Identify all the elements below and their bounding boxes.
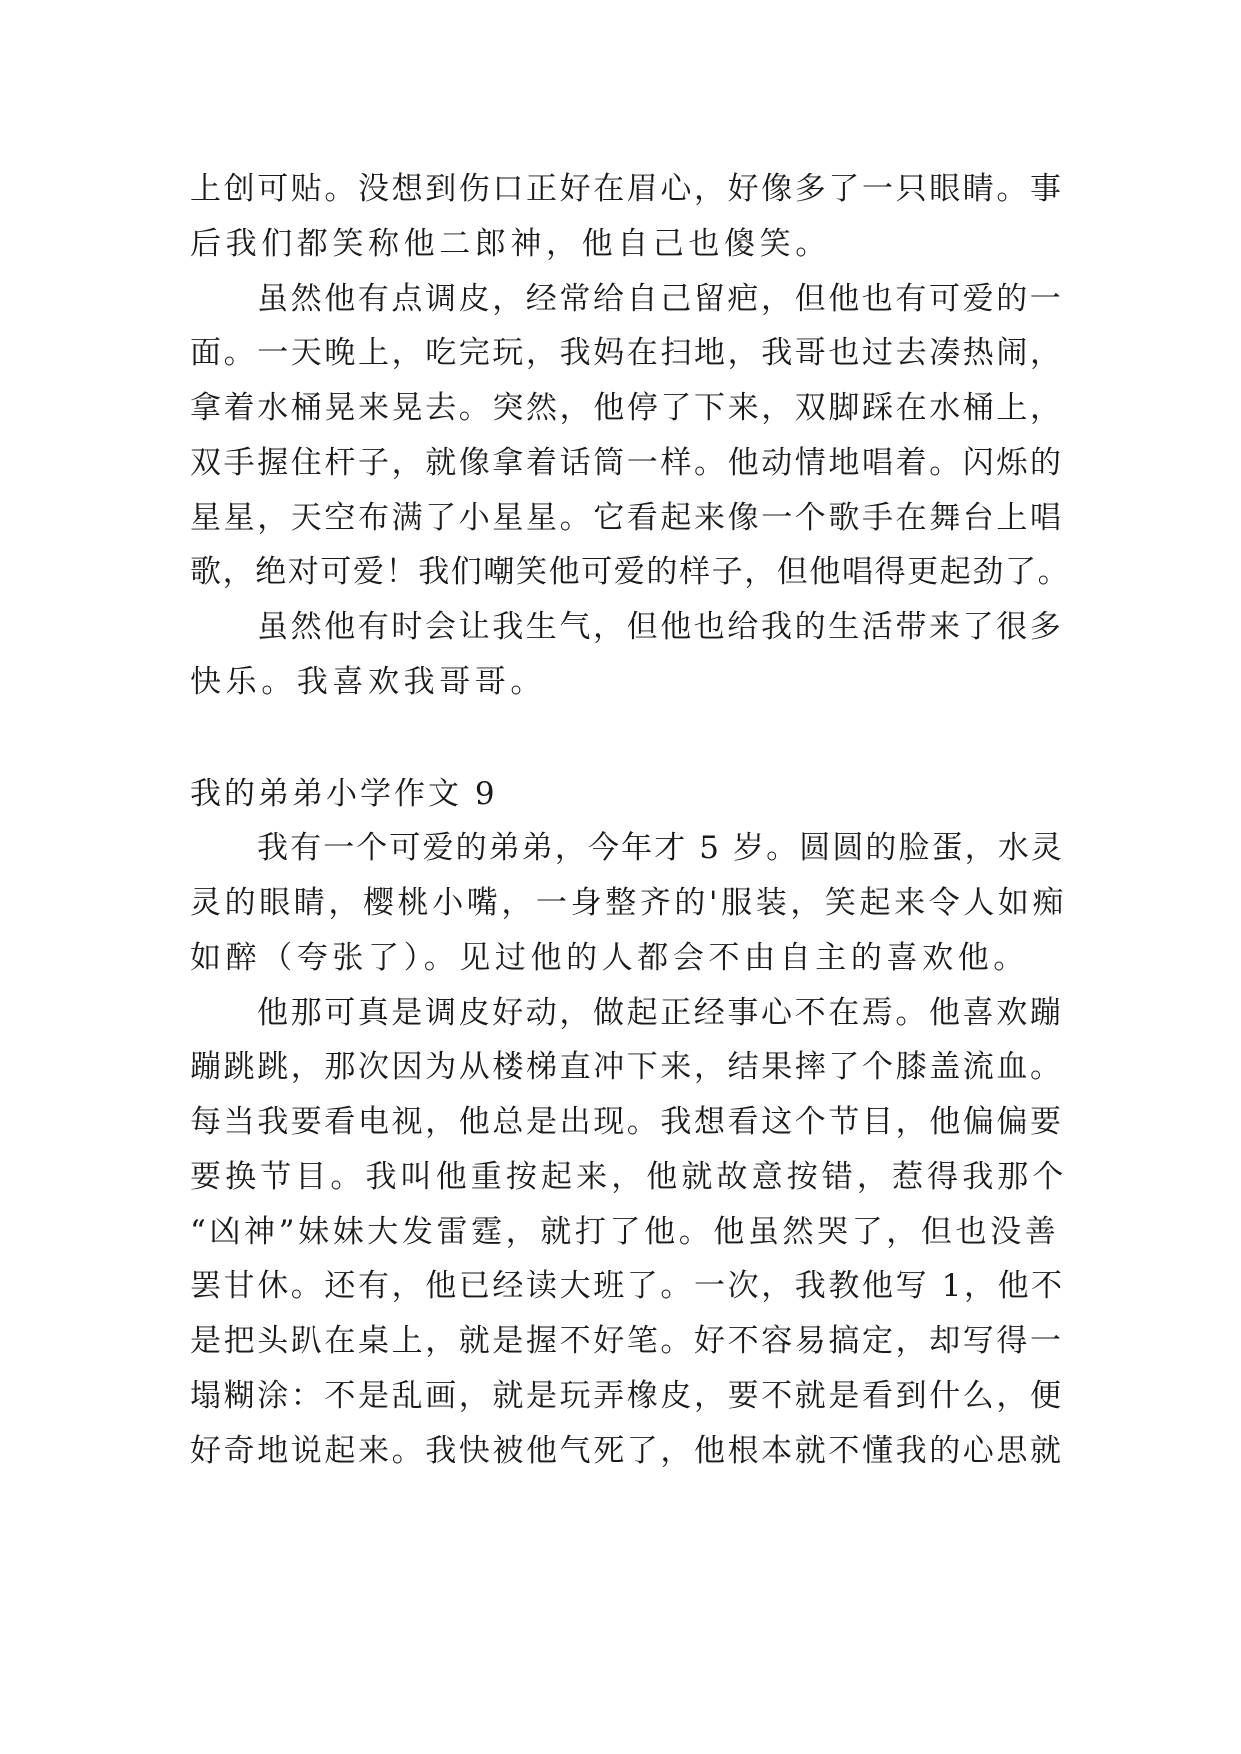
paragraph-start: 我有一个可爱的弟弟，今年才 5 岁。圆圆的脸蛋，水灵 (257, 830, 1065, 866)
text-line: 星星，天空布满了小星星。它看起来像一个歌手在舞台上唱 (190, 500, 1064, 536)
text-line: 灵的眼睛，樱桃小嘴，一身整齐的'服装，笑起来令人如痴 (190, 885, 1068, 921)
text-line: 要换节目。我叫他重按起来，他就故意按错，惹得我那个 (190, 1159, 1068, 1195)
text-line: 每当我要看电视，他总是出现。我想看这个节目，他偏偏要 (190, 1104, 1064, 1140)
text-line: 快乐。我喜欢我哥哥。 (190, 664, 546, 700)
paragraph-start: 虽然他有点调皮，经常给自己留疤，但他也有可爱的一 (257, 281, 1064, 317)
text-line: 面。一天晚上，吃完玩，我妈在扫地，我哥也过去凑热闹， (190, 335, 1064, 371)
text-line: 拿着水桶晃来晃去。突然，他停了下来，双脚踩在水桶上， (190, 390, 1064, 426)
text-line: 双手握住杆子，就像拿着话筒一样。他动情地唱着。闪烁的 (190, 445, 1064, 481)
text-line: 蹦跳跳，那次因为从楼梯直冲下来，结果摔了个膝盖流血。 (190, 1049, 1064, 1085)
text-line: 如醉（夸张了）。见过他的人都会不由自主的喜欢他。 (190, 940, 1029, 976)
paragraph-start: 他那可真是调皮好动，做起正经事心不在焉。他喜欢蹦 (257, 995, 1064, 1031)
text-line: 歌，绝对可爱！我们嘲笑他可爱的样子，但他唱得更起劲了。 (190, 554, 1071, 590)
text-line: 后我们都笑称他二郎神，他自己也傻笑。 (190, 226, 831, 262)
text-line: 好奇地说起来。我快被他气死了，他根本就不懂我的心思就 (190, 1433, 1064, 1469)
section-heading: 我的弟弟小学作文 9 (190, 776, 498, 812)
paragraph-start: 虽然他有时会让我生气，但他也给我的生活带来了很多 (257, 609, 1064, 645)
text-line: “凶神”妹妹大发雷霆，就打了他。他虽然哭了，但也没善 (190, 1214, 1060, 1250)
text-line: 是把头趴在桌上，就是握不好笔。好不容易搞定，却写得一 (190, 1323, 1064, 1359)
text-line: 罢甘休。还有，他已经读大班了。一次，我教他写 1，他不 (190, 1268, 1065, 1304)
text-line: 塌糊涂：不是乱画，就是玩弄橡皮，要不就是看到什么，便 (190, 1378, 1064, 1414)
text-line: 上创可贴。没想到伤口正好在眉心，好像多了一只眼睛。事 (190, 171, 1064, 207)
